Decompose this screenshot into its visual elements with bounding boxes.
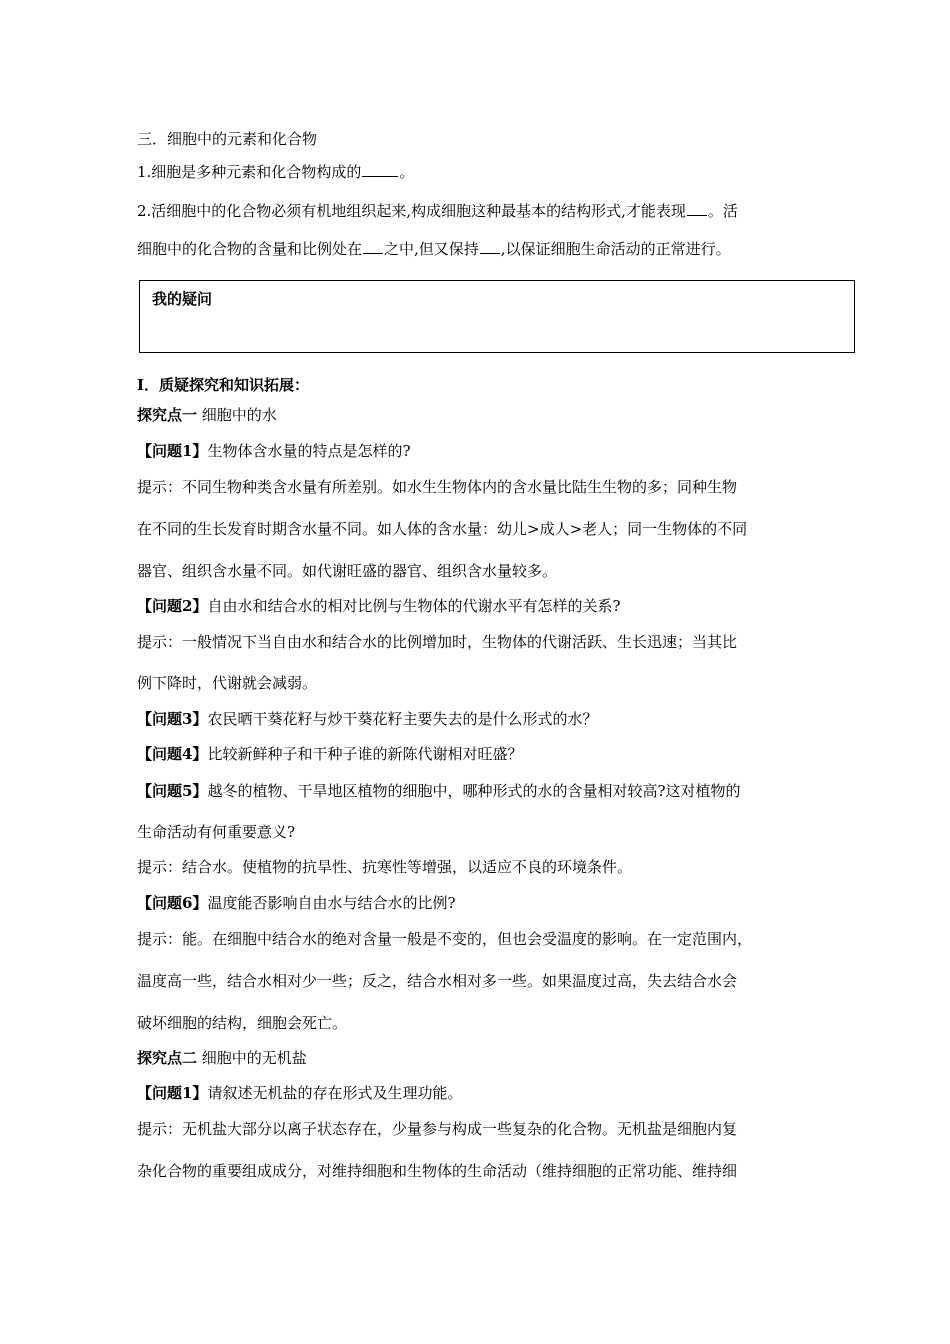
- question-6-text: 温度能否影响自由水与结合水的比例?: [207, 894, 456, 912]
- item-1: [137, 162, 414, 182]
- item-2-text-d: 之中,但又保持: [384, 240, 479, 258]
- question-1-label: 【问题1】: [137, 442, 208, 460]
- explore-heading: Ⅰ．质疑探究和知识拓展：: [137, 376, 310, 394]
- p2-question-1-text: 请叙述无机盐的存在形式及生理功能。: [207, 1084, 463, 1102]
- question-6: [137, 893, 455, 913]
- blank-2: [687, 201, 707, 216]
- item-2-text-e: ,以保证细胞生命活动的正常进行。: [500, 240, 731, 258]
- question-4: [137, 744, 522, 764]
- section-heading: 三．细胞中的元素和化合物: [137, 130, 318, 148]
- question-5-line-1: [137, 781, 740, 801]
- question-3-label: 【问题3】: [137, 710, 208, 728]
- question-6-label: 【问题6】: [137, 894, 208, 912]
- question-3-text: 农民晒干葵花籽与炒干葵花籽主要失去的是什么形式的水？: [207, 710, 598, 728]
- p2-hint-1-line-2: 杂化合物的重要组成成分，对维持细胞和生物体的生命活动（维持细胞的正常功能、维持细: [137, 1162, 738, 1180]
- blank-3: [363, 239, 383, 254]
- question-5-text: 越冬的植物、干旱地区植物的细胞中，哪种形式的水的含量相对较高?这对植物的: [207, 782, 741, 800]
- question-2-label: 【问题2】: [137, 597, 208, 615]
- hint-1-line-3: 器官、组织含水量不同。如代谢旺盛的器官、组织含水量较多。: [137, 562, 558, 580]
- my-questions-title: 我的疑问: [152, 290, 213, 308]
- item-2-line-2: [137, 239, 731, 259]
- p2-hint-1-line-1: 提示：无机盐大部分以离子状态存在，少量参与构成一些复杂的化合物。无机盐是细胞内复: [137, 1120, 738, 1138]
- point-2-heading: [137, 1048, 307, 1068]
- question-4-text: 比较新鲜种子和干种子谁的新陈代谢相对旺盛？: [207, 745, 523, 763]
- p2-question-1: [137, 1083, 462, 1103]
- hint-2-line-2: 例下降时，代谢就会减弱。: [137, 674, 318, 692]
- hint-1-line-2: 在不同的生长发育时期含水量不同。如人体的含水量：幼儿>成人>老人；同一生物体的不同: [137, 520, 748, 538]
- point-2-title: 细胞中的无机盐: [201, 1049, 307, 1067]
- blank-4: [480, 239, 500, 254]
- item-2-text-c: 细胞中的化合物的含量和比例处在: [137, 240, 363, 258]
- point-1-title: 细胞中的水: [201, 406, 277, 424]
- point-2-label: 探究点二: [137, 1049, 198, 1067]
- question-3: [137, 709, 597, 729]
- question-2: [137, 596, 620, 616]
- item-1-text: 1.细胞是多种元素和化合物构成的: [137, 163, 362, 181]
- question-1-text: 生物体含水量的特点是怎样的?: [207, 442, 411, 460]
- question-5-line-2: 生命活动有何重要意义?: [137, 823, 296, 841]
- blank-1: [362, 162, 398, 177]
- question-2-text: 自由水和结合水的相对比例与生物体的代谢水平有怎样的关系?: [207, 597, 621, 615]
- hint-5: 提示：结合水。使植物的抗旱性、抗寒性等增强，以适应不良的环境条件。: [137, 858, 633, 876]
- item-2-text-b: 。活: [707, 202, 738, 220]
- point-1-label: 探究点一: [137, 406, 198, 424]
- hint-6-line-3: 破坏细胞的结构，细胞会死亡。: [137, 1014, 348, 1032]
- item-2-text-a: 2.活细胞中的化合物必须有机地组织起来,构成细胞这种最基本的结构形式,才能表现: [137, 202, 686, 220]
- question-1: [137, 441, 410, 461]
- my-questions-box: [139, 280, 855, 353]
- question-4-label: 【问题4】: [137, 745, 208, 763]
- item-1-end: 。: [399, 163, 415, 181]
- question-5-label: 【问题5】: [137, 782, 208, 800]
- hint-1-line-1: 提示：不同生物种类含水量有所差别。如水生生物体内的含水量比陆生生物的多；同种生物: [137, 478, 738, 496]
- point-1-heading: [137, 405, 277, 425]
- p2-question-1-label: 【问题1】: [137, 1084, 208, 1102]
- hint-2-line-1: 提示：一般情况下当自由水和结合水的比例增加时，生物体的代谢活跃、生长迅速；当其比: [137, 633, 738, 651]
- hint-6-line-1: 提示：能。在细胞中结合水的绝对含量一般是不变的，但也会受温度的影响。在一定范围内，: [137, 930, 753, 948]
- item-2-line-1: [137, 201, 738, 221]
- hint-6-line-2: 温度高一些，结合水相对少一些；反之，结合水相对多一些。如果温度过高，失去结合水会: [137, 972, 738, 990]
